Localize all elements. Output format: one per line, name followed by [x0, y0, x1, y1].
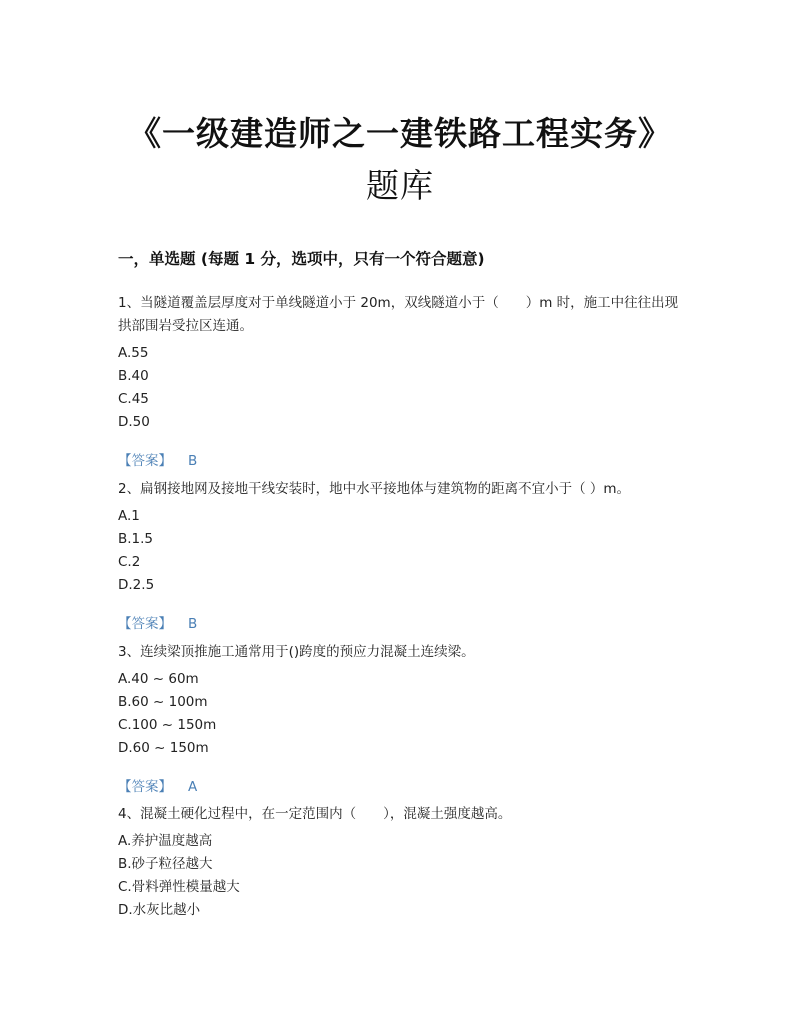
answer-row — [118, 613, 688, 636]
document-subtitle: 题库 — [366, 166, 434, 205]
question-2 — [118, 478, 688, 636]
question-text: 2、扁钢接地网及接地干线安装时，地中水平接地体与建筑物的距离不宜小于（ ）m。 — [118, 481, 631, 497]
answer-value: B — [188, 616, 198, 632]
answer-value: B — [188, 453, 198, 469]
option-d: D.2.5 — [118, 577, 155, 593]
option-c: C.100 ~ 150m — [118, 717, 217, 733]
question-text: 1、当隧道覆盖层厚度对于单线隧道小于 20m，双线隧道小于（ ）m 时，施工中往往出现拱部围岩受拉区连通。 — [118, 295, 679, 334]
option-a: A.55 — [118, 345, 149, 361]
option-d: D.水灰比越小 — [118, 902, 201, 918]
document-title: 《一级建造师之一建铁路工程实务》 — [128, 114, 672, 153]
answer-row — [118, 450, 688, 473]
option-b: B.40 — [118, 368, 149, 384]
question-text: 3、连续梁顶推施工通常用于()跨度的预应力混凝土连续梁。 — [118, 644, 475, 660]
answer-label: 【答案】 — [118, 779, 172, 795]
answer-label: 【答案】 — [118, 453, 172, 469]
question-1 — [118, 292, 688, 473]
question-4 — [118, 803, 688, 922]
option-c: C.2 — [118, 554, 141, 570]
option-d: D.50 — [118, 414, 150, 430]
question-3 — [118, 641, 688, 799]
option-a: A.40 ~ 60m — [118, 671, 199, 687]
option-b: B.1.5 — [118, 531, 154, 547]
answer-value: A — [188, 779, 198, 795]
option-b: B.砂子粒径越大 — [118, 856, 213, 872]
question-text: 4、混凝土硬化过程中，在一定范围内（ ），混凝土强度越高。 — [118, 806, 512, 822]
section-heading: 一，单选题 (每题 1 分，选项中，只有一个符合题意) — [118, 250, 485, 268]
option-c: C.骨料弹性模量越大 — [118, 879, 240, 895]
option-a: A.养护温度越高 — [118, 833, 213, 849]
answer-label: 【答案】 — [118, 616, 172, 632]
option-b: B.60 ~ 100m — [118, 694, 208, 710]
answer-row — [118, 776, 688, 799]
option-d: D.60 ~ 150m — [118, 740, 209, 756]
option-c: C.45 — [118, 391, 149, 407]
option-a: A.1 — [118, 508, 140, 524]
